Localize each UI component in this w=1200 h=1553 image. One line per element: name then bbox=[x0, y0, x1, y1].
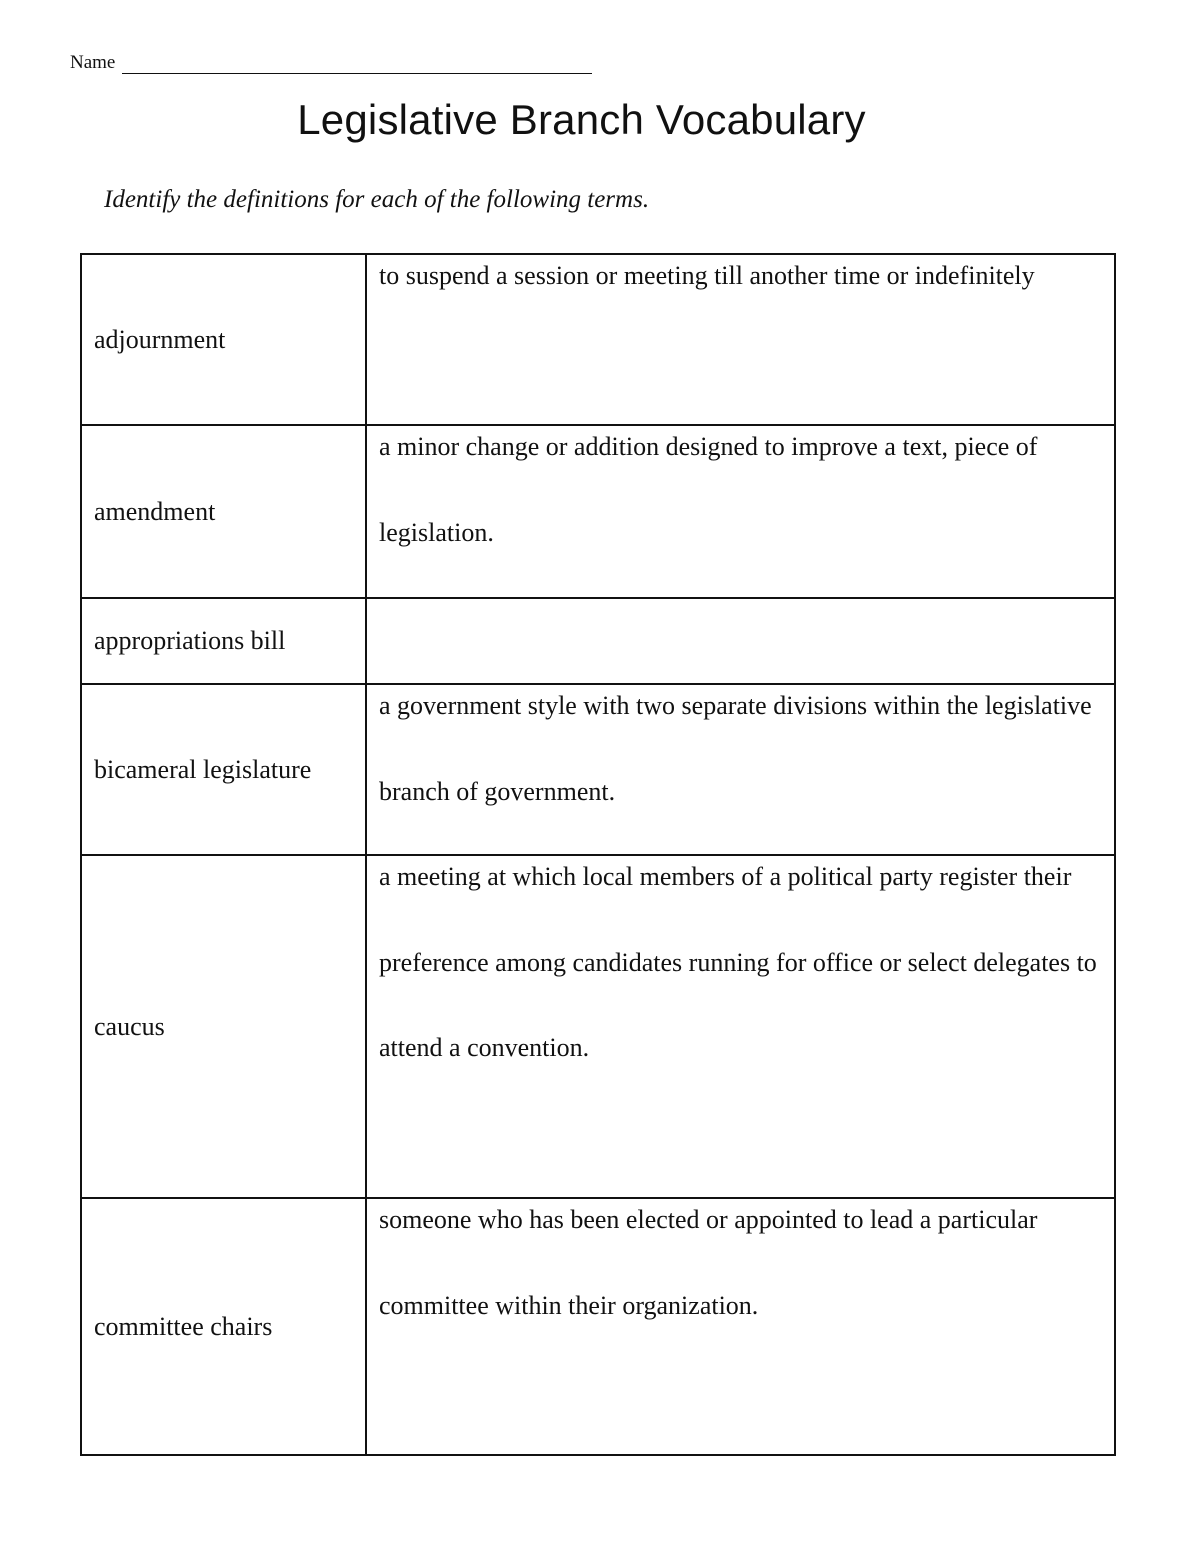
term-cell: caucus bbox=[81, 855, 366, 1198]
page-title: Legislative Branch Vocabulary bbox=[297, 96, 866, 143]
name-label: Name bbox=[70, 52, 116, 73]
definition-cell[interactable] bbox=[366, 684, 1115, 855]
definition-cell[interactable] bbox=[366, 425, 1115, 598]
name-blank-line[interactable] bbox=[122, 51, 592, 74]
table-row bbox=[81, 855, 1115, 1198]
instructions: Identify the definitions for each of the following terms. bbox=[104, 186, 650, 213]
definition-cell[interactable] bbox=[366, 1198, 1115, 1455]
definition-text: a government style with two separate divisions within the legislative branch of government. bbox=[379, 691, 1092, 806]
definition-text: a meeting at which local members of a political party register their preference among candidates running for office or select delegates to attend a convention. bbox=[379, 862, 1097, 1062]
term-cell: appropriations bill bbox=[81, 598, 366, 684]
table-row bbox=[81, 684, 1115, 855]
definition-text: a minor change or addition designed to improve a text, piece of legislation. bbox=[379, 432, 1038, 547]
term-cell: amendment bbox=[81, 425, 366, 598]
table-row bbox=[81, 1198, 1115, 1455]
vocabulary-table bbox=[80, 253, 1116, 1456]
term-cell: adjournment bbox=[81, 254, 366, 425]
definition-cell[interactable] bbox=[366, 254, 1115, 425]
table-row bbox=[81, 254, 1115, 425]
definition-cell[interactable] bbox=[366, 855, 1115, 1198]
name-field-row bbox=[70, 46, 592, 74]
table-row bbox=[81, 425, 1115, 598]
term-cell: bicameral legislature bbox=[81, 684, 366, 855]
definition-text: someone who has been elected or appointed to lead a particular committee within their organization. bbox=[379, 1205, 1038, 1320]
definition-text: to suspend a session or meeting till another time or indefinitely bbox=[379, 261, 1035, 290]
term-cell: committee chairs bbox=[81, 1198, 366, 1455]
